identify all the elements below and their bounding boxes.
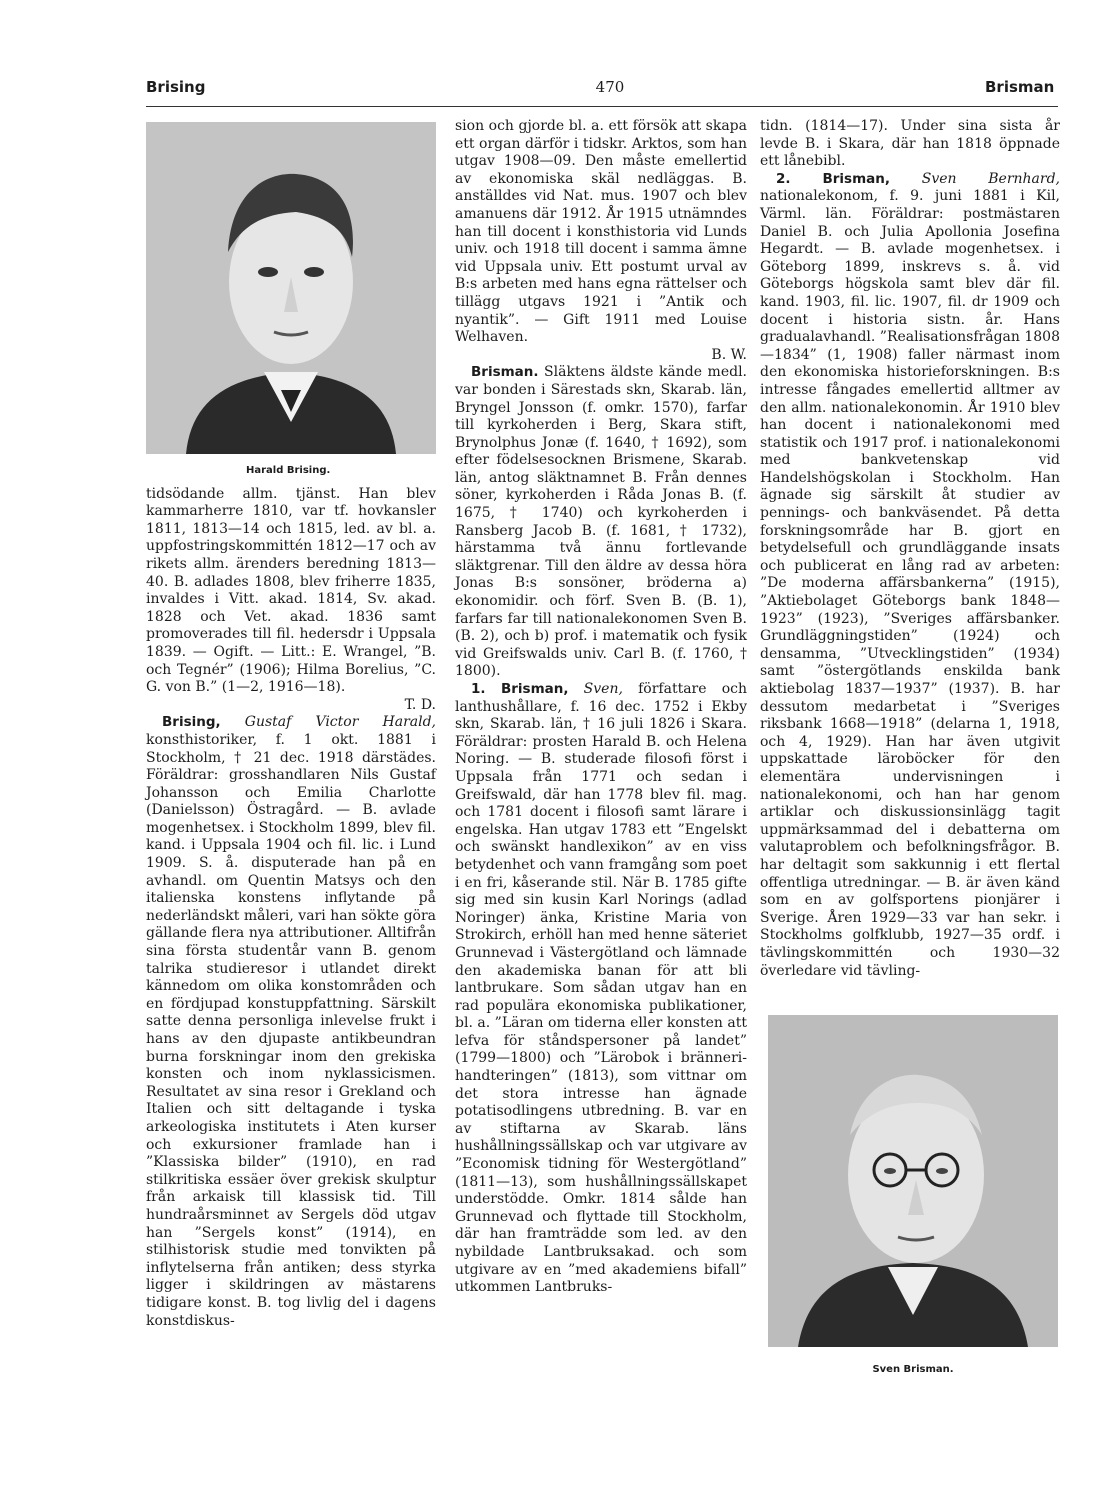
column-1 (146, 118, 436, 1330)
entry-given-name: Gustaf Victor Harald, (244, 714, 436, 731)
entry-sven-brisman-1 (455, 681, 747, 1297)
caption-sven-brisman: Sven Brisman. (872, 1364, 954, 1375)
column-3 (760, 118, 1060, 980)
entry-given-name: Sven Bernhard, (921, 170, 1060, 187)
caption-harald-brising: Harald Brising. (246, 465, 331, 476)
text-block: sion och gjorde bl. a. ett försök att skapa ett organ därför i tidskr. Arktos, som han utgav 1908—09. Den måste emellertid av ekonomiska skäl nedläggas. B. anställdes vid Nat. mus. 1907 och blev amanuens där 1912. År 1915 utnämndes han till docent i konsthistoria vid Lunds univ. och 1918 till docent i samma ämne vid Uppsala univ. Ett postumt urval av B:s arbeten med hans egna rättelser och tillägg utgavs 1921 i ”Antik och nyantik”. — Gift 1911 med Louise Welhaven. (455, 118, 747, 346)
entry-sven-brisman-2 (760, 171, 1060, 980)
running-head-right: Brisman (985, 78, 1055, 96)
entry-given-name: Sven, (583, 681, 623, 697)
entry-text: författare och lanthushållare, f. 16 dec. 1752 i Ekby skn, Skarab. län, † 16 juli 1826 i Skara. Föräldrar: prosten Harald B. och Helena Noring. — B. studerade filosofi först i Uppsala från 1771 och sedan i Greifswald, där han 1778 blev fil. mag. och 1781 docent i filosofi samt lärare i engelska. Han utgav 1783 ett ”Engelskt och swänskt handlexikon” av en viss betydenhet och vann framgång som poet i en fri, kåserande stil. När B. 1785 gifte sig med sin kusin Karl Norings (adlad Noringer) änka, Kristine Maria von Strokirch, erhöll han med henne säteriet Grunnevad i Västergötland och lämnade den akademiska banan för att bli lantbrukare. Som sådan utgav han en rad populära ekonomiska publikationer, bl. a. ”Läran om tiderna eller konsten att lefva för ståndspersoner på landet” (1799—1800) och ”Lärobok i bränneri-handteringen” (1813), som vittnar om det stora intresse han ägnade potatisodlingens utbredning. B. var en av stiftarna av Skarab. läns hushållningssällskap och var utgivare av ”Economisk tidning för Westergötland” (1811—13), som hushållningssällskapet understödde. Omkr. 1814 sålde han Grunnevad och flyttade till Stockholm, där han framträdde som led. av den nybildade Lantbruksakad. och som utgivare av en ”med akademiens bifall” utkommen Lantbruks- (455, 681, 747, 1296)
entry-name: 2. Brisman, (776, 170, 891, 187)
entry-brisman-family (455, 364, 747, 681)
author-signature: T. D. (404, 696, 436, 713)
page-number: 470 (595, 78, 625, 96)
entry-brising (146, 714, 436, 1330)
text-block: tidn. (1814—17). Under sina sista år levde B. i Skara, där han 1818 öppnade ett lånebibl. (760, 118, 1060, 170)
entry-text: konsthistoriker, f. 1 okt. 1881 i Stockholm, † 21 dec. 1918 därstädes. Föräldrar: grosshandlaren Nils Gustaf Johansson och Emilia Charlotte (Danielsson) Östragård. — B. avlade mogenhetsex. i Stockholm 1899, blev fil. kand. i Uppsala 1904 och fil. lic. i Lund 1909. S. å. disputerade han på en avhandl. om Quentin Matsys och den italienska konstens inflytande på nederländskt måleri, vari han sökte göra gällande flera nya attributioner. Alltifrån sina första studentår vann B. genom talrika studieresor i utlandet direkt kännedom om olika konstområden och en fördjupad konstuppfattning. Särskilt satte denna personliga inlevelse frukt i hans av den djupaste antikbeundran burna forskningar inom den grekiska konsten och inom nyklassicismen. Resultatet av sina resor i Grekland och Italien och sitt deltagande i tyska arkeologiska institutets i Aten kurser och exkursioner framlade han i ”Klassiska bilder” (1910), en rad stilkritiska essäer över grekisk skulptur från arkaisk till klassisk tid. Till hundraårsminnet av Sergels död utgav han ”Sergels konst” (1914), en stilhistorisk studie med tonvikten på inflytelserna från antiken; dess styrka ligger i skildringen av mästarens tidigare konst. B. tog livlig del i dagens konstdiskus- (146, 731, 436, 1329)
entry-name: Brisman. (471, 364, 539, 381)
text-block: tidsödande allm. tjänst. Han blev kammarherre 1810, var tf. hovkansler 1811, 1813—14 och 1815, led. av bl. a. uppfostringskommittén 1812—17 och av rikets allm. ärenders beredning 1813—40. B. adlades 1808, blev friherre 1835, invaldes i Vitt. akad. 1814, Sv. akad. 1828 och Vet. akad. 1836 samt promoverades till fil. hedersdr i Uppsala 1839. — Ogift. — Litt.: E. Wrangel, ”B. och Tegnér” (1906); Hilma Borelius, ”C. G. von B.” (1—2, 1916—18). (146, 485, 436, 696)
portrait-sven-brisman (768, 1015, 1058, 1347)
entry-name: 1. Brisman, (471, 681, 569, 697)
column-2 (455, 118, 747, 1297)
running-head-left: Brising (146, 78, 206, 96)
portrait-harald-brising (146, 122, 436, 454)
author-signature: B. W. (711, 346, 747, 363)
header-rule (146, 106, 1058, 107)
entry-text: Släktens äldste kände medl. var bonden i Särestads skn, Skarab. län, Bryngel Jonsson (f. omkr. 1570), farfar till kyrkoherden i Berg, Skara stift, Brynolphus Jonæ (f. 1640, † 1692), som efter födelsesocknen Brismene, Skarab. län, antog släktnamnet B. Från dennes söner, kyrkoherden i Råda Jonas B. (f. 1675, † 1740) och kyrkoherden i Ransberg Jacob B. (f. 1681, † 1732), härstamma två ännu fortlevande släktgrenar. Till den äldre av dessa höra Jonas B:s sonsöner, bröderna a) ekonomidir. och förf. Sven B. (B. 1), farfars far till nationalekonomen Sven B. (B. 2), och b) prof. i matematik och fysik vid Greifswalds univ. Carl B. (f. 1760, † 1800). (455, 364, 747, 680)
entry-text: nationalekonom, f. 9. juni 1881 i Kil, Värml. län. Föräldrar: postmästaren Daniel B. och Julia Apollonia Josefina Hegardt. — B. avlade mogenhetsex. i Göteborg 1899, inskrevs s. å. vid Göteborgs högskola samt blev där fil. kand. 1903, fil. lic. 1907, fil. dr 1909 och docent i historia sistn. år. Hans gradualavhandl. ”Realisationsfrågan 1808—1834” (1, 1908) faller närmast inom den ekonomiska historieforskningen. B:s intresse fångades emellertid alltmer av den allm. nationalekonomin. År 1910 blev han docent i nationalekonomi med statistik och 1917 prof. i nationalekonomi med bankvetenskap vid Handelshögskolan i Stockholm. Han ägnade sig särskilt åt studier av pennings- och bankväsendet. På detta forskningsområde har B. gjort en betydelsefull och grundläggande insats och publicerat en lång rad av arbeten: ”De moderna affärsbankerna” (1915), ”Aktiebolaget Göteborgs bank 1848—1923” (1923), ”Sveriges affärsbanker. Grundläggningstiden” (1924) och densamma, ”Utvecklingstiden” (1934) samt ”östergötlands enskilda bank aktiebolag 1837—1937” (1937). B. har dessutom medarbetat i ”Sveriges riksbank 1668—1918” (delarna 1, 1918, och 4, 1929). Han har även utgivit uppskattade läroböcker för den elementära undervisningen i nationalekonomi, och han har genom artiklar och diskussionsinlägg tagit uppmärksammad del i debatterna om valutaproblem och befolkningsfrågor. B. har deltagit som sakkunnig i ett flertal offentliga utredningar. — B. är även känd som en av golfsportens pionjärer i Sverige. Åren 1929—33 var han sekr. i Stockholms golfklubb, 1927—35 ordf. i tävlingskommittén och 1930—32 överledare vid tävling- (760, 188, 1060, 979)
entry-name: Brising, (162, 714, 221, 731)
